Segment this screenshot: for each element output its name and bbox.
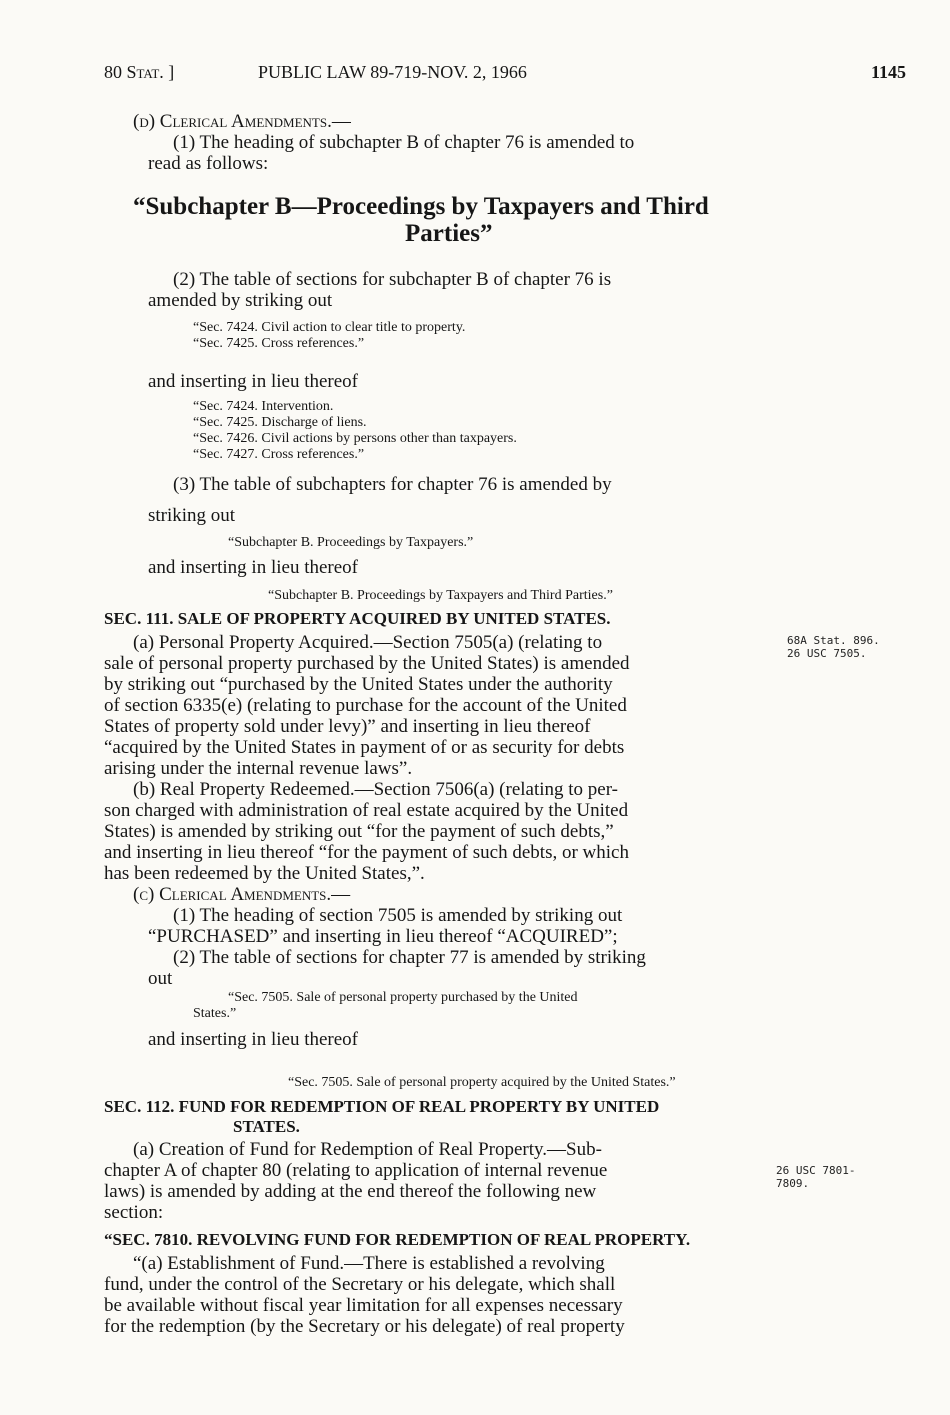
section-7810-a-line: be available without fiscal year limitation for all expenses necessary: [104, 1295, 623, 1316]
section-111-b-line: and inserting in lieu thereof “for the payment of such debts, or which: [104, 842, 629, 863]
struck-subchapter-entry: “Subchapter B. Proceedings by Taxpayers.”: [228, 535, 474, 550]
insert-clause: and inserting in lieu thereof: [148, 557, 358, 578]
section-112-a-line: laws) is amended by adding at the end thereof the following new: [104, 1181, 597, 1202]
inserted-section-entry: “Sec. 7426. Civil actions by persons other than taxpayers.: [193, 431, 517, 446]
section-111-a-line: “acquired by the United States in payment of or as security for debts: [104, 737, 625, 758]
margin-citation: 68A Stat. 896.: [787, 634, 880, 647]
paragraph-3-line: (3) The table of subchapters for chapter 76 is amended by: [173, 474, 612, 495]
section-111-a-line: (a) Personal Property Acquired.—Section 7505(a) (relating to: [133, 632, 603, 653]
clerical-amendments-label: (d) Clerical Amendments.—: [133, 111, 351, 132]
section-111-c1-line: “PURCHASED” and inserting in lieu thereof “ACQUIRED”;: [148, 926, 618, 947]
inserted-section-entry: “Sec. 7505. Sale of personal property acquired by the United States.”: [288, 1075, 676, 1090]
paragraph-2-line: amended by striking out: [148, 290, 333, 311]
inserted-section-entry: “Sec. 7425. Discharge of liens.: [193, 415, 367, 430]
section-111-a-line: States of property sold under levy)” and inserting in lieu thereof: [104, 716, 591, 737]
section-112-heading-cont: STATES.: [233, 1117, 300, 1136]
page-number: 1145: [871, 62, 907, 82]
paragraph-2-line: (2) The table of sections for subchapter B of chapter 76 is: [173, 269, 612, 290]
paragraph-3-line: striking out: [148, 505, 236, 526]
section-111-heading: SEC. 111. SALE OF PROPERTY ACQUIRED BY UNITED STATES.: [104, 609, 611, 628]
header-title: PUBLIC LAW 89-719-NOV. 2, 1966: [258, 62, 527, 82]
section-7810-heading: “SEC. 7810. REVOLVING FUND FOR REDEMPTION OF REAL PROPERTY.: [104, 1230, 691, 1249]
header-stat-ref: 80 Stat. ]: [104, 62, 175, 82]
section-111-b-line: son charged with administration of real estate acquired by the United: [104, 800, 629, 821]
section-7810-a-line: for the redemption (by the Secretary or his delegate) of real property: [104, 1316, 625, 1337]
paragraph-1-line: (1) The heading of subchapter B of chapter 76 is amended to: [173, 132, 635, 153]
section-111-a-line: of section 6335(e) (relating to purchase for the account of the United: [104, 695, 627, 716]
section-111-a-line: sale of personal property purchased by the United States) is amended: [104, 653, 630, 674]
section-111-c1-line: (1) The heading of section 7505 is amended by striking out: [173, 905, 623, 926]
section-112-a-line: (a) Creation of Fund for Redemption of Real Property.—Sub-: [133, 1139, 602, 1160]
paragraph-1-line: read as follows:: [148, 153, 269, 174]
struck-section-entry: States.”: [193, 1006, 237, 1021]
section-111-a-line: arising under the internal revenue laws”.: [104, 758, 413, 779]
section-112-a-line: chapter A of chapter 80 (relating to application of internal revenue: [104, 1160, 608, 1181]
section-111-b-line: (b) Real Property Redeemed.—Section 7506(a) (relating to per-: [133, 779, 619, 800]
section-7810-a-line: “(a) Establishment of Fund.—There is established a revolving: [133, 1253, 605, 1274]
struck-section-entry: “Sec. 7424. Civil action to clear title to property.: [193, 320, 466, 335]
struck-section-entry: “Sec. 7505. Sale of personal property purchased by the United: [228, 990, 578, 1005]
inserted-section-entry: “Sec. 7427. Cross references.”: [193, 447, 365, 462]
margin-citation: 26 USC 7505.: [787, 647, 867, 660]
inserted-section-entry: “Sec. 7424. Intervention.: [193, 399, 334, 414]
section-111-c2-line: (2) The table of sections for chapter 77 is amended by striking: [173, 947, 646, 968]
margin-citation: 26 USC 7801-: [776, 1164, 856, 1177]
section-111-c2-line: out: [148, 968, 173, 989]
subchapter-heading-cont: Parties”: [405, 220, 493, 247]
inserted-subchapter-entry: “Subchapter B. Proceedings by Taxpayers and Third Parties.”: [268, 588, 613, 603]
section-111-a-line: by striking out “purchased by the United States under the authority: [104, 674, 613, 695]
subchapter-heading: “Subchapter B—Proceedings by Taxpayers and Third: [133, 193, 709, 220]
insert-clause: and inserting in lieu thereof: [148, 1029, 358, 1050]
struck-section-entry: “Sec. 7425. Cross references.”: [193, 336, 365, 351]
section-112-heading: SEC. 112. FUND FOR REDEMPTION OF REAL PROPERTY BY UNITED: [104, 1097, 660, 1116]
insert-clause: and inserting in lieu thereof: [148, 371, 358, 392]
section-111-b-line: States) is amended by striking out “for the payment of such debts,”: [104, 821, 614, 842]
section-7810-a-line: fund, under the control of the Secretary or his delegate, which shall: [104, 1274, 616, 1295]
margin-citation: 7809.: [776, 1177, 810, 1190]
section-111-b-line: has been redeemed by the United States,”.: [104, 863, 425, 884]
section-111-c-label: (c) Clerical Amendments.—: [133, 884, 351, 905]
section-112-a-line: section:: [104, 1202, 164, 1223]
